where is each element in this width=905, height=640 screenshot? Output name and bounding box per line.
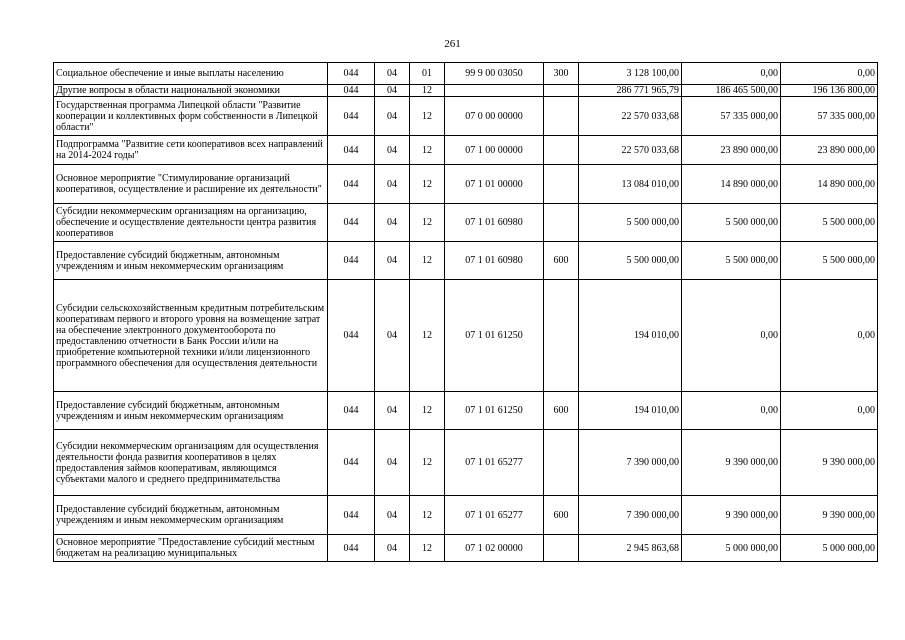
cell-amount-2: 5 500 000,00: [682, 242, 781, 280]
cell-subsection-code: 12: [410, 165, 445, 204]
page-number: 261: [444, 38, 461, 50]
cell-target-code: 07 1 01 60980: [445, 204, 544, 242]
cell-amount-3: 0,00: [781, 280, 878, 392]
table-row: [54, 204, 878, 242]
cell-section-code: 04: [375, 136, 410, 165]
cell-section-code: 04: [375, 392, 410, 430]
cell-section-code: 04: [375, 63, 410, 85]
cell-amount-2: 0,00: [682, 63, 781, 85]
cell-section-code: 04: [375, 97, 410, 136]
cell-ministry-code: 044: [328, 97, 375, 136]
cell-ministry-code: 044: [328, 496, 375, 535]
cell-ministry-code: 044: [328, 535, 375, 562]
cell-section-code: 04: [375, 280, 410, 392]
cell-subsection-code: 01: [410, 63, 445, 85]
cell-subsection-code: 12: [410, 136, 445, 165]
cell-amount-2: 0,00: [682, 392, 781, 430]
cell-subsection-code: 12: [410, 97, 445, 136]
cell-amount-3: 5 500 000,00: [781, 242, 878, 280]
cell-amount-2: 186 465 500,00: [682, 85, 781, 97]
cell-subsection-code: 12: [410, 280, 445, 392]
cell-name: Предоставление субсидий бюджетным, автономным учреждениям и иным некоммерческим организациям: [54, 242, 328, 280]
table-row: [54, 136, 878, 165]
cell-name: Предоставление субсидий бюджетным, автономным учреждениям и иным некоммерческим организациям: [54, 496, 328, 535]
cell-name: Подпрограмма "Развитие сети кооперативов всех направлений на 2014-2024 годы": [54, 136, 328, 165]
cell-amount-2: 9 390 000,00: [682, 496, 781, 535]
cell-target-code: 07 1 01 61250: [445, 392, 544, 430]
cell-target-code: 07 1 01 60980: [445, 242, 544, 280]
cell-ministry-code: 044: [328, 136, 375, 165]
cell-amount-1: 5 500 000,00: [579, 242, 682, 280]
cell-target-code: 07 1 01 00000: [445, 165, 544, 204]
cell-subsection-code: 12: [410, 85, 445, 97]
table-row: [54, 97, 878, 136]
cell-amount-3: 14 890 000,00: [781, 165, 878, 204]
cell-expense-type: 600: [544, 242, 579, 280]
cell-ministry-code: 044: [328, 63, 375, 85]
cell-expense-type: [544, 280, 579, 392]
cell-amount-3: 9 390 000,00: [781, 496, 878, 535]
table-row: [54, 85, 878, 97]
cell-amount-1: 13 084 010,00: [579, 165, 682, 204]
cell-amount-1: 7 390 000,00: [579, 430, 682, 496]
cell-subsection-code: 12: [410, 204, 445, 242]
cell-amount-2: 0,00: [682, 280, 781, 392]
cell-amount-3: 5 000 000,00: [781, 535, 878, 562]
cell-amount-3: 5 500 000,00: [781, 204, 878, 242]
cell-subsection-code: 12: [410, 535, 445, 562]
cell-subsection-code: 12: [410, 392, 445, 430]
cell-expense-type: [544, 204, 579, 242]
cell-subsection-code: 12: [410, 430, 445, 496]
cell-name: Основное мероприятие "Предоставление субсидий местным бюджетам на реализацию муниципальных: [54, 535, 328, 562]
cell-amount-2: 23 890 000,00: [682, 136, 781, 165]
cell-amount-1: 194 010,00: [579, 392, 682, 430]
cell-amount-3: 0,00: [781, 63, 878, 85]
cell-subsection-code: 12: [410, 496, 445, 535]
cell-amount-3: 9 390 000,00: [781, 430, 878, 496]
table-row: [54, 496, 878, 535]
cell-amount-2: 14 890 000,00: [682, 165, 781, 204]
table-row: [54, 392, 878, 430]
table-row: [54, 242, 878, 280]
table-row: [54, 165, 878, 204]
cell-expense-type: [544, 165, 579, 204]
cell-section-code: 04: [375, 430, 410, 496]
cell-section-code: 04: [375, 242, 410, 280]
cell-target-code: 07 1 02 00000: [445, 535, 544, 562]
cell-expense-type: [544, 535, 579, 562]
cell-amount-3: 196 136 800,00: [781, 85, 878, 97]
cell-ministry-code: 044: [328, 204, 375, 242]
cell-amount-2: 57 335 000,00: [682, 97, 781, 136]
cell-section-code: 04: [375, 535, 410, 562]
cell-name: Основное мероприятие "Стимулирование организаций кооперативов, осуществление и расширение их деятельности": [54, 165, 328, 204]
table-row: [54, 430, 878, 496]
cell-amount-1: 22 570 033,68: [579, 136, 682, 165]
cell-expense-type: 600: [544, 496, 579, 535]
cell-name: Субсидии некоммерческим организациям для осуществления деятельности фонда развития кооперативов в целях предоставления займов кооперативам, являющимся субъектами малого и среднего предпринимательства: [54, 430, 328, 496]
cell-amount-2: 5 500 000,00: [682, 204, 781, 242]
cell-section-code: 04: [375, 496, 410, 535]
cell-amount-2: 9 390 000,00: [682, 430, 781, 496]
cell-section-code: 04: [375, 204, 410, 242]
budget-table-body: [54, 63, 878, 562]
cell-expense-type: [544, 85, 579, 97]
cell-amount-3: 23 890 000,00: [781, 136, 878, 165]
cell-target-code: 07 1 00 00000: [445, 136, 544, 165]
cell-target-code: [445, 85, 544, 97]
cell-expense-type: 600: [544, 392, 579, 430]
cell-target-code: 07 1 01 65277: [445, 430, 544, 496]
cell-ministry-code: 044: [328, 85, 375, 97]
cell-ministry-code: 044: [328, 280, 375, 392]
cell-section-code: 04: [375, 85, 410, 97]
cell-target-code: 07 1 01 61250: [445, 280, 544, 392]
cell-amount-1: 286 771 965,79: [579, 85, 682, 97]
cell-name: Государственная программа Липецкой области "Развитие кооперации и коллективных форм собственности в Липецкой области": [54, 97, 328, 136]
cell-ministry-code: 044: [328, 242, 375, 280]
cell-name: Другие вопросы в области национальной экономики: [54, 85, 328, 97]
cell-ministry-code: 044: [328, 430, 375, 496]
cell-amount-1: 2 945 863,68: [579, 535, 682, 562]
cell-amount-1: 7 390 000,00: [579, 496, 682, 535]
cell-amount-3: 0,00: [781, 392, 878, 430]
cell-expense-type: 300: [544, 63, 579, 85]
cell-name: Предоставление субсидий бюджетным, автономным учреждениям и иным некоммерческим организациям: [54, 392, 328, 430]
cell-name: Субсидии сельскохозяйственным кредитным потребительским кооперативам первого и второго уровня на возмещение затрат на обеспечение электронного документооборота по предоставлению отчетности в Банк России и/или на приобретение компьютерной техники и/или лицензионного программного обеспечения для осуществления деятельности: [54, 280, 328, 392]
cell-ministry-code: 044: [328, 165, 375, 204]
cell-ministry-code: 044: [328, 392, 375, 430]
cell-expense-type: [544, 430, 579, 496]
budget-table: [53, 62, 878, 562]
table-row: [54, 280, 878, 392]
cell-expense-type: [544, 97, 579, 136]
cell-amount-2: 5 000 000,00: [682, 535, 781, 562]
cell-target-code: 07 1 01 65277: [445, 496, 544, 535]
cell-name: Субсидии некоммерческим организациям на организацию, обеспечение и осуществление деятельности центра развития кооперативов: [54, 204, 328, 242]
cell-amount-1: 3 128 100,00: [579, 63, 682, 85]
cell-target-code: 07 0 00 00000: [445, 97, 544, 136]
cell-amount-1: 194 010,00: [579, 280, 682, 392]
cell-amount-1: 5 500 000,00: [579, 204, 682, 242]
cell-target-code: 99 9 00 03050: [445, 63, 544, 85]
cell-section-code: 04: [375, 165, 410, 204]
cell-expense-type: [544, 136, 579, 165]
cell-amount-1: 22 570 033,68: [579, 97, 682, 136]
cell-subsection-code: 12: [410, 242, 445, 280]
cell-amount-3: 57 335 000,00: [781, 97, 878, 136]
cell-name: Социальное обеспечение и иные выплаты населению: [54, 63, 328, 85]
table-row: [54, 63, 878, 85]
table-row: [54, 535, 878, 562]
